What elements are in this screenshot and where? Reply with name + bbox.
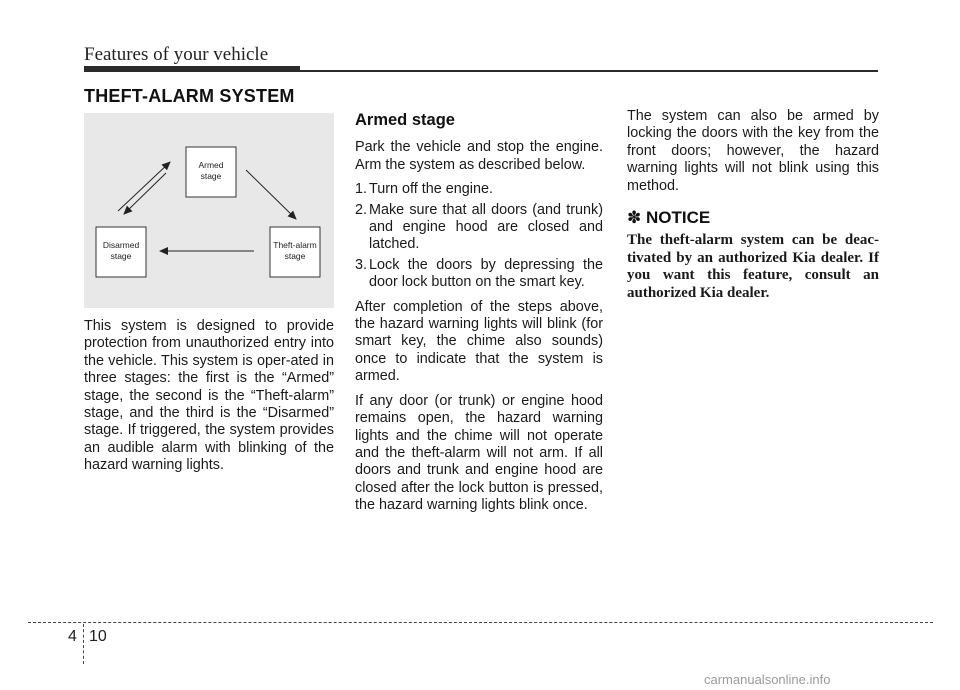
page-header-title: Features of your vehicle bbox=[84, 44, 269, 65]
chapter-number: 4 bbox=[68, 628, 77, 645]
key-arming-paragraph: The system can also be armed by locking the doors with the key from the front doors; however, the hazard warning lights will not blink using this method. bbox=[627, 108, 879, 194]
header-rule-thick bbox=[84, 66, 300, 72]
disarmed-stage-label-line1: Disarmed bbox=[102, 240, 140, 250]
page-number: 10 bbox=[89, 628, 107, 645]
disarmed-stage-label-line2: stage bbox=[110, 251, 132, 261]
notice-body: The theft-alarm system can be deac-tivated by an authorized Kia dealer. If you want this feature, consult an authorized Kia dealer. bbox=[627, 232, 879, 301]
step-item bbox=[355, 181, 603, 198]
notice-heading-text: NOTICE bbox=[645, 208, 711, 228]
theft-alarm-stage-label-line2: stage bbox=[284, 251, 306, 261]
armed-stage-steps bbox=[355, 181, 603, 291]
step-item bbox=[355, 202, 603, 254]
step-text: Lock the doors by depressing the door lock button on the smart key. bbox=[369, 256, 603, 291]
arrow-disarmed-to-armed bbox=[118, 162, 170, 211]
watermark-text: carmanualsonline.info bbox=[704, 672, 831, 687]
column-key-and-notice bbox=[627, 108, 879, 309]
step-number: 2. bbox=[355, 201, 368, 218]
armed-stage-label-line1: Armed bbox=[198, 160, 224, 170]
intro-paragraph: This system is designed to provide protection from unauthorized entry into the vehicle. This system is oper-ated in three stages: the first is the “Armed” stage, the second is the “Theft-alarm” stage, and the third is the “Disarmed” stage. If triggered, the system provides an audible alarm with blinking of the hazard warning lights. bbox=[84, 318, 334, 474]
theft-alarm-stage-label-line1: Theft-alarm bbox=[273, 240, 317, 250]
step-item bbox=[355, 257, 603, 292]
arrow-armed-to-theft-alarm bbox=[246, 170, 296, 219]
footer-divider bbox=[83, 624, 84, 664]
notice-icon: ✽ bbox=[627, 208, 642, 228]
notice-heading bbox=[627, 209, 879, 226]
stage-diagram bbox=[84, 113, 334, 308]
step-number: 1. bbox=[355, 181, 368, 198]
header-rule-thin bbox=[300, 70, 878, 72]
arrow-armed-to-disarmed bbox=[124, 173, 166, 214]
armed-stage-label-line2: stage bbox=[200, 171, 222, 181]
column-intro bbox=[84, 318, 334, 482]
step-text: Turn off the engine. bbox=[369, 181, 494, 198]
step-number: 3. bbox=[355, 256, 368, 273]
armed-stage-lead: Park the vehicle and stop the engine. Arm the system as described below. bbox=[355, 139, 603, 173]
column-armed-stage bbox=[355, 112, 603, 522]
stage-diagram-svg bbox=[84, 113, 334, 308]
step-text: Make sure that all doors (and trunk) and engine hood are closed and latched. bbox=[369, 201, 603, 253]
footer-rule bbox=[28, 622, 933, 623]
armed-stage-heading: Armed stage bbox=[355, 111, 455, 129]
armed-stage-after-paragraph: After completion of the steps above, the hazard warning lights will blink (for smart key, the chime also sounds) once to indicate that the system is armed. bbox=[355, 298, 603, 385]
section-title: THEFT-ALARM SYSTEM bbox=[84, 86, 295, 106]
armed-stage-open-door-paragraph: If any door (or trunk) or engine hood remains open, the hazard warning lights and the chime will not operate and the theft-alarm will not arm. If all doors and trunk and engine hood are closed after the lock button is pressed, the hazard warning lights blink once. bbox=[355, 392, 603, 514]
